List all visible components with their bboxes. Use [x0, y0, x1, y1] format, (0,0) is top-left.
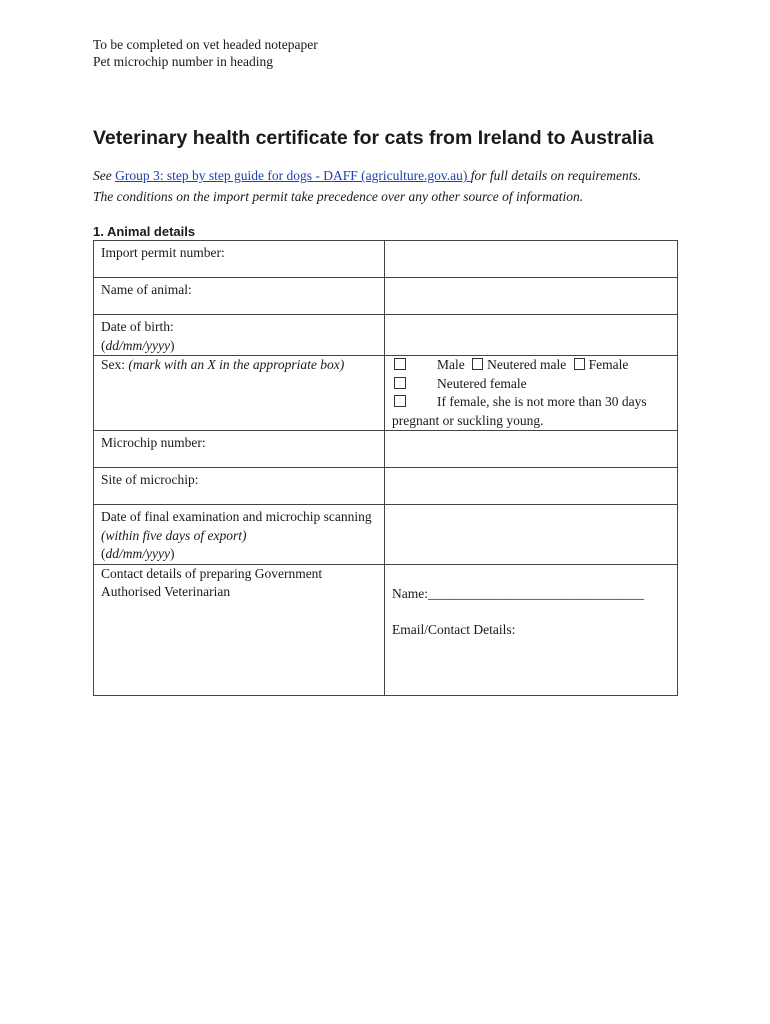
sex-option-line-2 [392, 375, 670, 394]
female-note: If female, she is not more than 30 days pregnant or suckling young. [392, 394, 647, 428]
animal-details-table [93, 240, 678, 696]
guide-link[interactable]: Group 3: step by step guide for dogs - DAFF (agriculture.gov.au) [115, 168, 471, 183]
animal-name-label: Name of animal: [94, 278, 385, 315]
microchip-site-field[interactable] [385, 468, 678, 505]
vet-email-field[interactable]: Email/Contact Details: [392, 622, 516, 637]
contact-details-cell [385, 564, 678, 695]
neutered-female-label: Neutered female [437, 375, 527, 391]
intro-paragraph [93, 167, 677, 205]
sex-label-cell [94, 356, 385, 431]
table-row [94, 278, 678, 315]
import-permit-field[interactable] [385, 241, 678, 278]
table-row [94, 431, 678, 468]
header-note-line1: To be completed on vet headed notepaper [93, 37, 318, 52]
dob-format-text: dd/mm/yyyy [105, 337, 170, 353]
document-page [93, 36, 677, 696]
final-exam-hint: (within five days of export) [101, 527, 247, 543]
female-checkbox[interactable] [574, 358, 585, 370]
sex-option-line-3 [392, 393, 670, 430]
female-label: Female [588, 357, 629, 372]
final-exam-label: Date of final examination and microchip scanning [101, 509, 372, 524]
final-exam-field[interactable] [385, 505, 678, 565]
table-row [94, 356, 678, 431]
intro-after-link: for full details on requirements. [470, 168, 642, 183]
import-permit-label: Import permit number: [94, 241, 385, 278]
header-note [93, 36, 677, 70]
dob-format: (dd/mm/yyyy) [101, 337, 175, 353]
sex-option-line-1 [392, 356, 670, 375]
table-row [94, 505, 678, 565]
final-exam-label-cell [94, 505, 385, 565]
neutered-female-checkbox[interactable] [394, 377, 406, 389]
header-note-line2: Pet microchip number in heading [93, 54, 273, 69]
microchip-number-field[interactable] [385, 431, 678, 468]
male-checkbox[interactable] [394, 358, 406, 370]
male-label: Male [437, 357, 465, 372]
final-exam-format: (dd/mm/yyyy) [101, 546, 175, 561]
table-row [94, 564, 678, 695]
sex-hint: (mark with an X in the appropriate box) [128, 357, 345, 372]
vet-name-field[interactable]: Name:________________________________ [392, 585, 644, 601]
neutered-male-checkbox[interactable] [472, 358, 483, 370]
intro-see: See [93, 168, 112, 183]
contact-label: Contact details of preparing Government Authorised Veterinarian [94, 564, 385, 695]
page-title: Veterinary health certificate for cats from Ireland to Australia [93, 127, 654, 149]
sex-options-cell [385, 356, 678, 431]
microchip-number-label: Microchip number: [94, 431, 385, 468]
table-row [94, 315, 678, 356]
section-heading-animal-details: 1. Animal details [93, 224, 196, 239]
dob-field[interactable] [385, 315, 678, 356]
animal-name-field[interactable] [385, 278, 678, 315]
dob-label-cell [94, 315, 385, 356]
intro-conditions: The conditions on the import permit take precedence over any other source of information. [93, 188, 584, 204]
microchip-site-label: Site of microchip: [94, 468, 385, 505]
table-row [94, 241, 678, 278]
sex-label: Sex: [101, 357, 129, 372]
not-pregnant-checkbox[interactable] [394, 395, 406, 407]
dob-label: Date of birth: [101, 319, 174, 334]
neutered-male-label: Neutered male [487, 357, 567, 372]
table-row [94, 468, 678, 505]
final-exam-format-text: dd/mm/yyyy [105, 546, 170, 561]
